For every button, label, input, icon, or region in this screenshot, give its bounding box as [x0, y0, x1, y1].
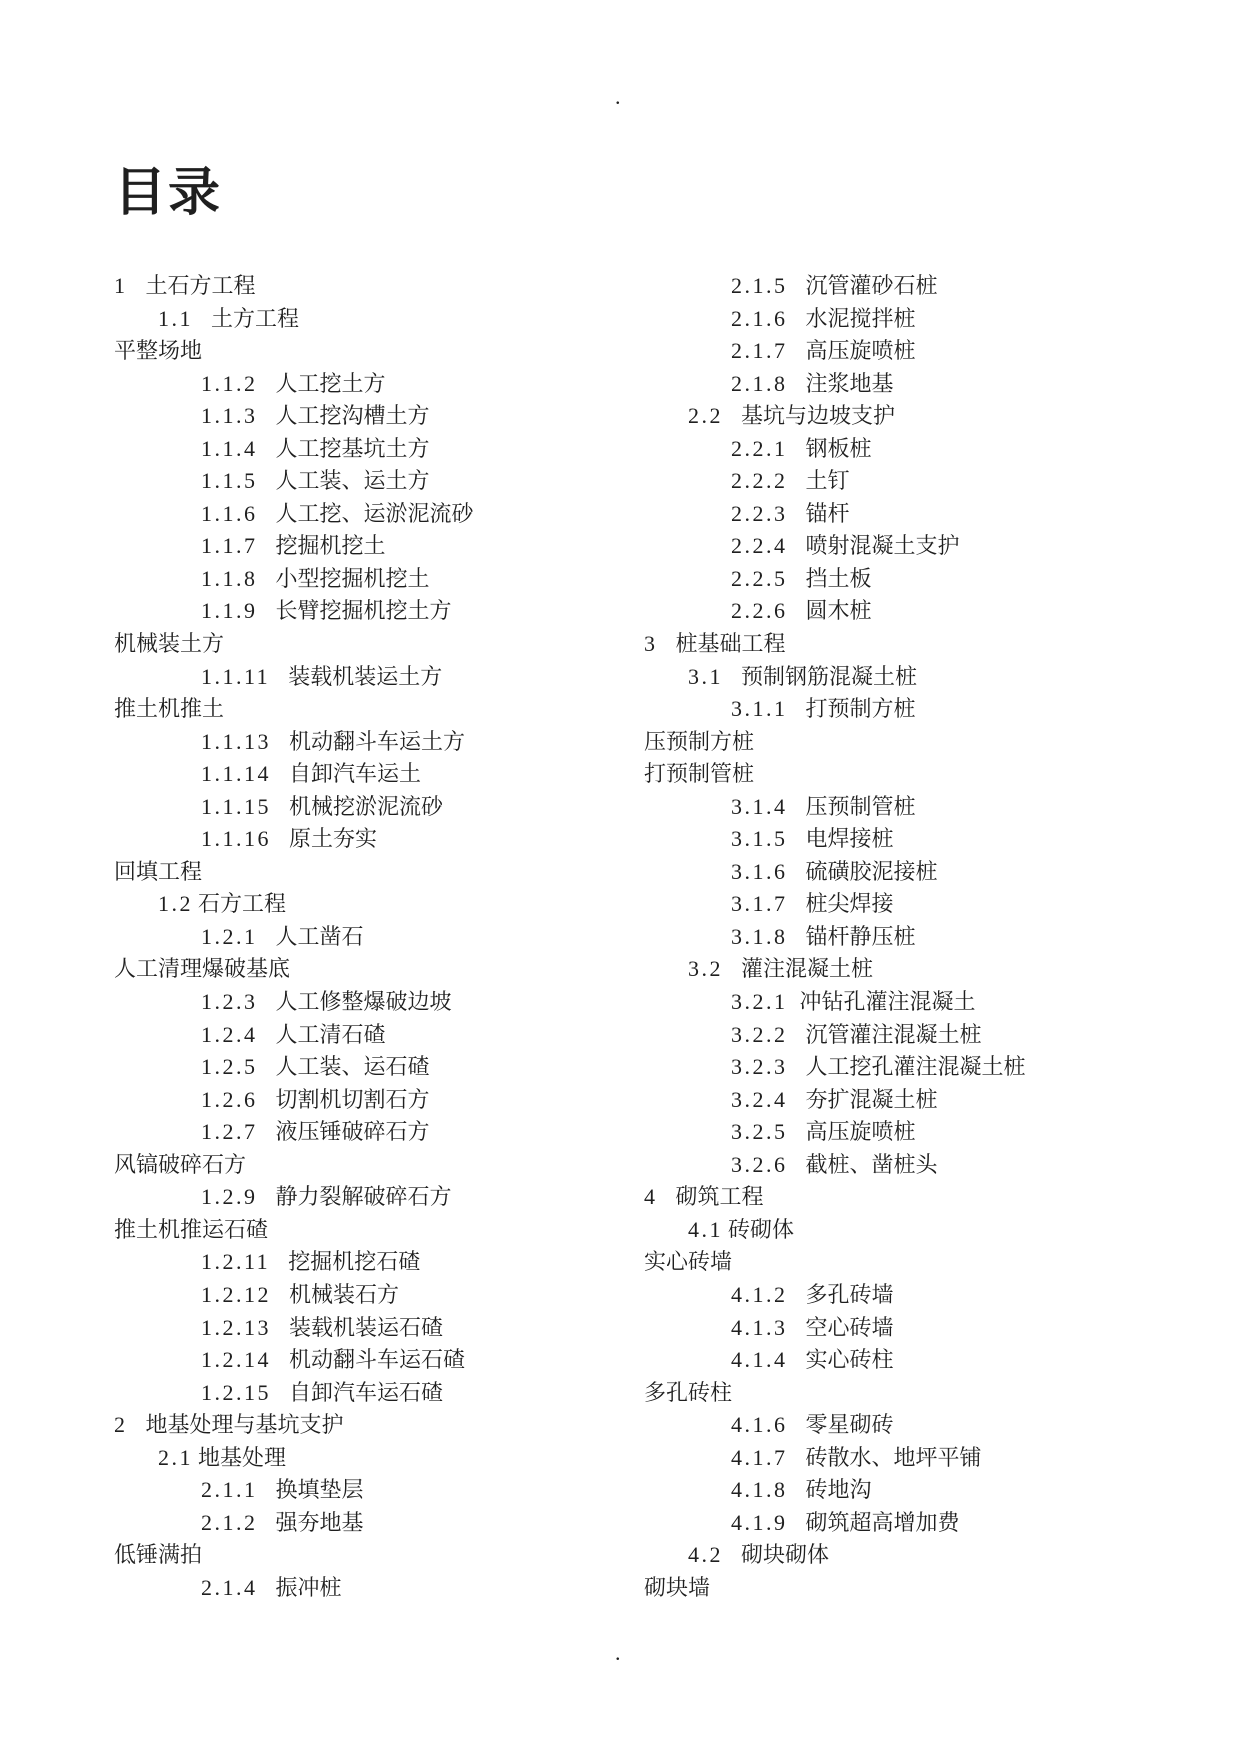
toc-entry-number: 2.1.8 — [731, 370, 788, 396]
toc-entry-label: 实心砖墙 — [644, 1249, 733, 1275]
toc-entry — [644, 433, 1026, 466]
toc-entry-label: 高压旋喷桩 — [805, 1119, 916, 1145]
toc-entry-label: 压预制管桩 — [805, 793, 916, 819]
toc-entry — [114, 303, 474, 336]
toc-entry-label: 挖掘机挖石碴 — [288, 1249, 421, 1275]
toc-entry-label: 土石方工程 — [145, 273, 256, 298]
toc-entry-label: 实心砖柱 — [805, 1347, 894, 1373]
toc-entry-label: 土方工程 — [211, 305, 300, 331]
toc-entry — [644, 1572, 1026, 1605]
toc-entry-label: 多孔砖墙 — [805, 1281, 894, 1307]
toc-entry-label: 自卸汽车运土 — [289, 761, 422, 787]
toc-entry — [644, 1377, 1026, 1410]
toc-entry — [114, 1181, 474, 1214]
toc-entry-label: 夯扩混凝土桩 — [805, 1086, 938, 1112]
toc-entry-label: 装载机装运土方 — [288, 663, 443, 689]
toc-entry-label: 砌筑超高增加费 — [805, 1509, 960, 1535]
toc-entry — [644, 726, 1026, 759]
toc-entry-label: 多孔砖柱 — [644, 1379, 733, 1405]
toc-entry — [114, 498, 474, 531]
toc-entry-label: 风镐破碎石方 — [114, 1151, 247, 1177]
toc-entry-label: 人工装、运土方 — [275, 468, 430, 494]
toc-entry-label: 推土机推运石碴 — [114, 1216, 269, 1242]
toc-entry — [114, 986, 474, 1019]
toc-entry-label: 液压锤破碎石方 — [275, 1119, 430, 1145]
toc-entry — [114, 1051, 474, 1084]
toc-entry-number: 4.1.7 — [731, 1444, 788, 1470]
toc-entry-label: 冲钻孔灌注混凝土 — [799, 989, 976, 1015]
toc-entry-label: 强夯地基 — [275, 1509, 364, 1535]
toc-entry-number: 1.1.9 — [201, 598, 258, 624]
toc-entry-label: 桩基础工程 — [675, 631, 786, 657]
toc-entry-label: 原土夯实 — [289, 826, 378, 852]
toc-entry — [644, 953, 1026, 986]
toc-entry-number: 1.2.15 — [201, 1379, 271, 1405]
toc-entry-number: 1.1.13 — [201, 728, 271, 754]
toc-entry-number: 3.2.4 — [731, 1086, 788, 1112]
toc-entry-label: 水泥搅拌桩 — [805, 305, 916, 331]
toc-entry-label: 砌块砌体 — [741, 1542, 830, 1568]
toc-entry-number: 1.1.4 — [201, 435, 258, 461]
toc-entry — [114, 1507, 474, 1540]
toc-entry — [114, 368, 474, 401]
toc-entry-label: 基坑与边坡支护 — [741, 403, 896, 429]
toc-entry — [114, 693, 474, 726]
toc-entry-number: 2.1.6 — [731, 305, 788, 331]
toc-entry — [644, 1279, 1026, 1312]
toc-entry — [644, 1442, 1026, 1475]
toc-entry-number: 1.2.5 — [201, 1054, 258, 1080]
toc-entry — [644, 270, 1026, 303]
toc-entry-number: 4.1 — [688, 1216, 723, 1242]
toc-entry — [644, 693, 1026, 726]
toc-entry-label: 机械挖淤泥流砂 — [289, 793, 444, 819]
toc-entry-number: 1.2 — [158, 891, 193, 917]
toc-entry-label: 挖掘机挖土 — [275, 533, 386, 559]
toc-entry — [644, 791, 1026, 824]
toc-entry — [644, 1019, 1026, 1052]
toc-entry-label: 低锤满拍 — [114, 1542, 203, 1568]
toc-entry-label: 人工清石碴 — [275, 1021, 386, 1047]
toc-entry — [114, 530, 474, 563]
toc-entry-number: 2.2.4 — [731, 533, 788, 559]
toc-entry-label: 平整场地 — [114, 338, 203, 364]
toc-entry-number: 3.2.1 — [731, 989, 788, 1015]
toc-entry-number: 2.1.1 — [201, 1477, 258, 1503]
toc-entry-label: 截桩、凿桩头 — [805, 1151, 938, 1177]
toc-entry-label: 地基处理 — [198, 1444, 287, 1470]
toc-entry-label: 注浆地基 — [805, 370, 894, 396]
toc-entry — [644, 530, 1026, 563]
toc-entry — [114, 921, 474, 954]
toc-entry-number: 4.1.3 — [731, 1314, 788, 1340]
toc-entry-number: 1.2.6 — [201, 1086, 258, 1112]
toc-entry-label: 人工挖、运淤泥流砂 — [275, 500, 474, 526]
toc-entry-label: 振冲桩 — [275, 1574, 342, 1600]
toc-entry — [644, 400, 1026, 433]
toc-entry — [114, 758, 474, 791]
center-dot-top: . — [615, 84, 621, 109]
toc-entry-number: 1.1.2 — [201, 370, 258, 396]
toc-entry-number: 4.1.4 — [731, 1347, 788, 1373]
toc-entry-number: 3.1.5 — [731, 826, 788, 852]
toc-entry-label: 自卸汽车运石碴 — [289, 1379, 444, 1405]
toc-entry — [644, 303, 1026, 336]
toc-entry-label: 挡土板 — [805, 565, 872, 591]
toc-entry-label: 零星砌砖 — [805, 1412, 894, 1438]
toc-entry-number: 4.1.6 — [731, 1412, 788, 1438]
toc-entry — [644, 498, 1026, 531]
toc-entry-number: 1.1.14 — [201, 761, 271, 787]
toc-entry-number: 1.2.4 — [201, 1021, 258, 1047]
toc-entry-number: 3.1 — [688, 663, 723, 689]
toc-entry-label: 锚杆 — [805, 500, 850, 526]
toc-entry — [114, 1084, 474, 1117]
toc-entry — [114, 400, 474, 433]
toc-entry — [114, 1214, 474, 1247]
toc-entry — [114, 1409, 474, 1442]
toc-right-column — [644, 270, 1026, 1604]
toc-entry-number: 3.1.8 — [731, 923, 788, 949]
toc-entry — [114, 888, 474, 921]
toc-entry — [114, 661, 474, 694]
toc-entry-number: 1.2.12 — [201, 1281, 271, 1307]
toc-entry — [644, 628, 1026, 661]
toc-entry — [644, 1181, 1026, 1214]
toc-entry-number: 1.2.11 — [201, 1249, 271, 1275]
toc-entry-number: 2.2 — [688, 403, 723, 429]
toc-entry-number: 3.2.2 — [731, 1021, 788, 1047]
toc-entry — [644, 595, 1026, 628]
toc-entry-number: 3.2.5 — [731, 1119, 788, 1145]
toc-entry — [644, 335, 1026, 368]
toc-entry — [644, 1149, 1026, 1182]
toc-entry-label: 机械装石方 — [289, 1281, 400, 1307]
toc-entry-label: 沉管灌砂石桩 — [805, 273, 938, 298]
toc-entry-number: 1.1.7 — [201, 533, 258, 559]
toc-entry — [114, 953, 474, 986]
toc-entry-label: 人工挖土方 — [275, 370, 386, 396]
toc-entry-label: 打预制方桩 — [805, 696, 916, 722]
toc-entry-number: 2.1.7 — [731, 338, 788, 364]
toc-entry-label: 砖地沟 — [805, 1477, 872, 1503]
toc-entry-number: 2.1 — [158, 1444, 193, 1470]
toc-entry — [644, 823, 1026, 856]
toc-entry-label: 预制钢筋混凝土桩 — [741, 663, 918, 689]
toc-entry-number: 3.2 — [688, 956, 723, 982]
toc-entry-label: 土钉 — [805, 468, 850, 494]
toc-entry-label: 桩尖焊接 — [805, 891, 894, 917]
toc-entry — [114, 1572, 474, 1605]
toc-entry-number: 3.2.3 — [731, 1054, 788, 1080]
toc-entry — [114, 726, 474, 759]
toc-entry — [114, 595, 474, 628]
toc-entry-label: 锚杆静压桩 — [805, 923, 916, 949]
toc-entry-number: 1.1.6 — [201, 500, 258, 526]
toc-entry-number: 1.1.15 — [201, 793, 271, 819]
toc-entry-number: 3.1.4 — [731, 793, 788, 819]
toc-entry-label: 砌块墙 — [644, 1574, 711, 1600]
toc-entry-number: 1.1.3 — [201, 403, 258, 429]
toc-entry-label: 砖砌体 — [728, 1216, 795, 1242]
toc-entry-label: 机械装土方 — [114, 631, 225, 657]
toc-entry-number: 1.1.8 — [201, 565, 258, 591]
toc-entry-number: 2.1.4 — [201, 1574, 258, 1600]
toc-entry-label: 高压旋喷桩 — [805, 338, 916, 364]
toc-entry-label: 回填工程 — [114, 858, 203, 884]
toc-entry — [644, 661, 1026, 694]
toc-entry-number: 2.1.2 — [201, 1509, 258, 1535]
toc-entry — [114, 628, 474, 661]
toc-entry — [114, 1539, 474, 1572]
toc-entry — [644, 368, 1026, 401]
toc-entry-number: 3.1.1 — [731, 696, 788, 722]
toc-entry — [644, 465, 1026, 498]
toc-entry — [114, 791, 474, 824]
toc-entry — [114, 856, 474, 889]
toc-entry — [644, 856, 1026, 889]
toc-entry-number: 1.1.16 — [201, 826, 271, 852]
toc-entry-number: 1 — [114, 273, 128, 298]
center-dot-bottom: . — [615, 1640, 621, 1665]
toc-entry-label: 沉管灌注混凝土桩 — [805, 1021, 982, 1047]
toc-entry-label: 小型挖掘机挖土 — [275, 565, 430, 591]
toc-entry — [644, 1312, 1026, 1345]
toc-entry-number: 4.1.2 — [731, 1281, 788, 1307]
toc-entry-label: 人工修整爆破边坡 — [275, 989, 452, 1015]
toc-entry — [644, 1474, 1026, 1507]
toc-entry — [114, 335, 474, 368]
toc-entry — [644, 1539, 1026, 1572]
toc-entry — [114, 1019, 474, 1052]
toc-entry-label: 人工清理爆破基底 — [114, 956, 291, 982]
toc-entry-label: 电焊接桩 — [805, 826, 894, 852]
toc-entry — [114, 1312, 474, 1345]
toc-entry-label: 硫磺胶泥接桩 — [805, 858, 938, 884]
toc-entry — [644, 1214, 1026, 1247]
toc-entry-number: 2.2.1 — [731, 435, 788, 461]
toc-entry-number: 3 — [644, 631, 658, 657]
toc-entry-label: 砖散水、地坪平铺 — [805, 1444, 982, 1470]
toc-entry-label: 压预制方桩 — [644, 728, 755, 754]
toc-entry — [114, 433, 474, 466]
toc-entry-label: 石方工程 — [198, 891, 287, 917]
toc-entry-number: 2 — [114, 1412, 128, 1438]
toc-entry-number: 3.1.6 — [731, 858, 788, 884]
toc-entry-label: 人工凿石 — [275, 923, 364, 949]
toc-entry-number: 4.1.8 — [731, 1477, 788, 1503]
toc-entry — [114, 1344, 474, 1377]
toc-entry-label: 换填垫层 — [275, 1477, 364, 1503]
toc-entry-number: 1.2.13 — [201, 1314, 271, 1340]
toc-entry — [644, 1084, 1026, 1117]
toc-entry — [114, 823, 474, 856]
toc-entry-label: 圆木桩 — [805, 598, 872, 624]
toc-entry-number: 1.2.7 — [201, 1119, 258, 1145]
toc-entry — [114, 465, 474, 498]
toc-entry — [644, 1051, 1026, 1084]
toc-entry-label: 切割机切割石方 — [275, 1086, 430, 1112]
toc-entry-number: 2.2.2 — [731, 468, 788, 494]
toc-entry — [644, 921, 1026, 954]
toc-entry — [114, 1442, 474, 1475]
toc-entry-number: 1.1 — [158, 305, 193, 331]
toc-entry — [644, 1246, 1026, 1279]
toc-entry — [114, 1377, 474, 1410]
toc-entry-label: 装载机装运石碴 — [289, 1314, 444, 1340]
toc-entry-number: 3.2.6 — [731, 1151, 788, 1177]
toc-entry-label: 喷射混凝土支护 — [805, 533, 960, 559]
toc-entry — [114, 1279, 474, 1312]
toc-entry — [644, 563, 1026, 596]
toc-entry-label: 灌注混凝土桩 — [741, 956, 874, 982]
toc-entry-label: 人工装、运石碴 — [275, 1054, 430, 1080]
toc-entry-number: 4.2 — [688, 1542, 723, 1568]
toc-entry-number: 1.2.9 — [201, 1184, 258, 1210]
toc-entry-number: 4.1.9 — [731, 1509, 788, 1535]
toc-entry — [644, 1409, 1026, 1442]
toc-entry-label: 机动翻斗车运土方 — [289, 728, 466, 754]
toc-entry — [114, 1149, 474, 1182]
toc-left-column — [114, 270, 474, 1604]
toc-entry-label: 静力裂解破碎石方 — [275, 1184, 452, 1210]
toc-entry — [644, 1344, 1026, 1377]
toc-entry-number: 1.1.5 — [201, 468, 258, 494]
toc-entry-label: 地基处理与基坑支护 — [145, 1412, 344, 1438]
toc-entry — [114, 270, 474, 303]
toc-entry-number: 4 — [644, 1184, 658, 1210]
toc-entry-number: 2.2.6 — [731, 598, 788, 624]
toc-entry-label: 人工挖孔灌注混凝土桩 — [805, 1054, 1026, 1080]
toc-entry-label: 打预制管桩 — [644, 761, 755, 787]
toc-entry — [114, 563, 474, 596]
toc-entry — [644, 986, 1026, 1019]
toc-entry-label: 钢板桩 — [805, 435, 872, 461]
toc-entry-label: 砌筑工程 — [675, 1184, 764, 1210]
toc-entry — [644, 1507, 1026, 1540]
toc-entry-number: 2.1.5 — [731, 273, 788, 298]
toc-entry — [114, 1474, 474, 1507]
toc-entry — [644, 888, 1026, 921]
toc-entry — [644, 1116, 1026, 1149]
toc-entry-label: 推土机推土 — [114, 696, 225, 722]
toc-entry-number: 1.2.1 — [201, 923, 258, 949]
toc-entry-number: 2.2.5 — [731, 565, 788, 591]
toc-entry-number: 3.1.7 — [731, 891, 788, 917]
toc-entry-label: 人工挖沟槽土方 — [275, 403, 430, 429]
toc-entry-number: 2.2.3 — [731, 500, 788, 526]
toc-entry-number: 1.1.11 — [201, 663, 271, 689]
toc-entry-label: 人工挖基坑土方 — [275, 435, 430, 461]
toc-entry-number: 1.2.14 — [201, 1347, 271, 1373]
toc-entry-label: 空心砖墙 — [805, 1314, 894, 1340]
toc-entry-number: 1.2.3 — [201, 989, 258, 1015]
toc-entry — [644, 758, 1026, 791]
toc-entry-label: 长臂挖掘机挖土方 — [275, 598, 452, 624]
page-title: 目录 — [114, 165, 223, 222]
toc-entry-label: 机动翻斗车运石碴 — [289, 1347, 466, 1373]
toc-entry — [114, 1246, 474, 1279]
toc-entry — [114, 1116, 474, 1149]
